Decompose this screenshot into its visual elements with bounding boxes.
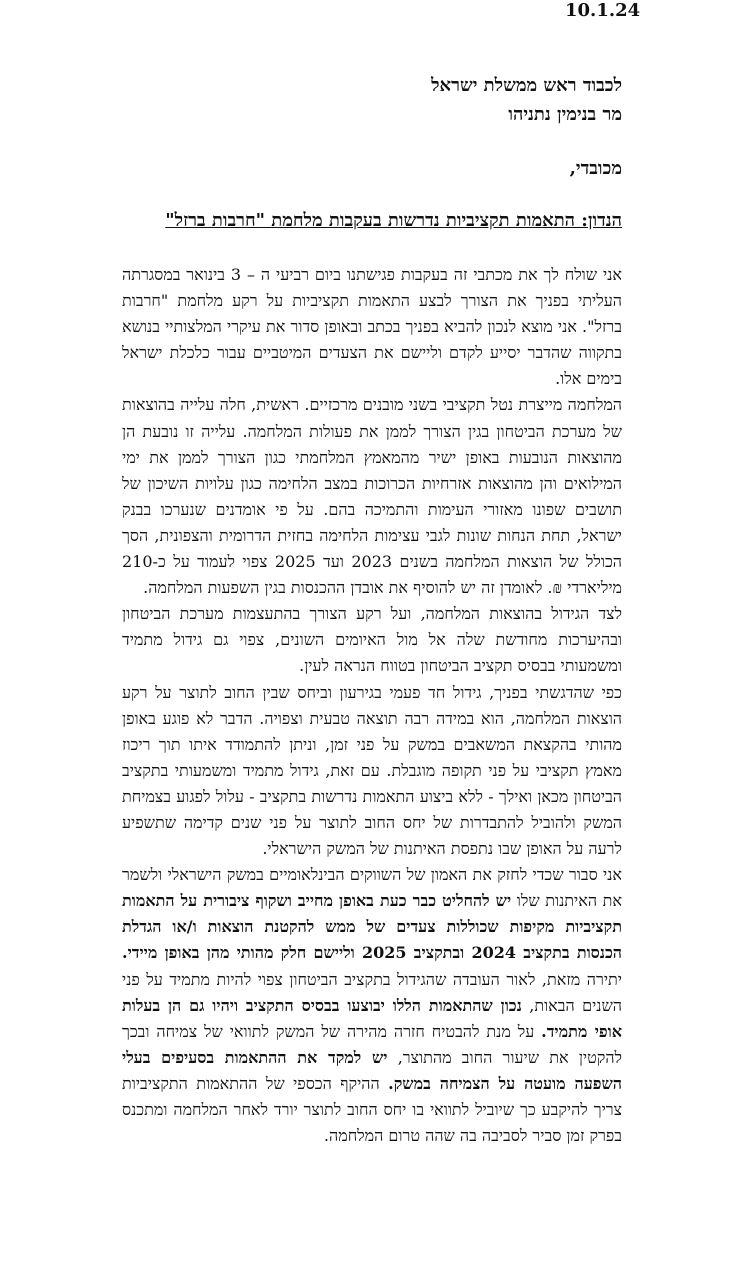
p5-bold-f: יש למקד את ההתאמות בסעיפים בעלי השפעה מועטה על הצמיחה במשק. — [122, 1047, 622, 1093]
letter-date: 10.1.24 — [565, 0, 641, 21]
recipient-name: מר בנימין נתניהו — [508, 104, 622, 125]
paragraph-5 — [122, 862, 622, 1149]
p5-bold-b: יש להחליט כבר כעת באופן מחייב ושקוף ציבורית על התאמות תקציביות מקיפות שכוללות צעדים של ממש להקטנת הוצאות ו/או הגדלת הכנסות בתקציב 2024 ובתקציב 2025 וליישם חלק מהותי מהן באופן מיידי. — [122, 891, 623, 963]
subject-line: הנדון: התאמות תקציביות נדרשות בעקבות מלחמת "חרבות ברזל" — [165, 210, 622, 231]
letter-body — [122, 262, 622, 1149]
paragraph-4: כפי שהדגשתי בפניך, גידול חד פעמי בגירעון וביחס שבין החוב לתוצר על רקע הוצאות המלחמה, הוא במידה רבה תוצאה טבעית וצפויה. הדבר לא פוגע באופן מהותי בהקצאת המשאבים במשק על פני זמן, וניתן להתמודד איתו תוך ריכוז מאמץ תקציבי על פני תקופה מוגבלת. עם זאת, גידול מתמיד ומשמעותי בתקציב הביטחון מכאן ואילך - ללא ביצוע התאמות נדרשות בתקציב - עלול לפגוע בצמיחת המשק ולהוביל להתבדרות של יחס החוב לתוצר על פני שנים קדימה שתשפיע לרעה על האופן שבו נתפסת האיתנות של המשק הישראלי. — [122, 682, 622, 859]
paragraph-2: המלחמה מייצרת נטל תקציבי בשני מובנים מרכזיים. ראשית, חלה עלייה בהוצאות של מערכת הביטחון בגין הצורך לממן את פעולות המלחמה. עלייה זו נובעת הן מהוצאות הנובעות באופן ישיר מהמאמץ המלחמתי כגון הצורך לממן את ימי המילואים והן מהוצאות אזרחיות הכרוכות במצב הלחימה כגון עלויות השיכון של תושבים שפונו מאזורי העימות והתמיכה בהם. על פי אומדנים שנערכו בבנק ישראל, תחת הנחות שונות לגבי עצימות הלחימה בחזית הדרומית והצפונית, הסך הכולל של הוצאות המלחמה בשנים 2023 ועד 2025 צפוי לעמוד על כ-210 מיליארדי ₪. לאומדן זה יש להוסיף את אובדן ההכנסות בגין השפעות המלחמה. — [122, 395, 623, 598]
p5-text-e: על מנת להבטיח חזרה מהירה של המשק לתוואי של צמיחה ובכך להקטין את שיעור החוב מהתוצר, — [122, 1021, 623, 1067]
p5-text-c: יתירה מזאת, לאור העובדה שהגידול בתקציב הביטחון צפוי להיות מתמיד על פני השנים הבאות, — [122, 969, 622, 1015]
p5-bold-d: נכון שהתאמות הללו יבוצעו בבסיס התקציב ויהיו גם הן בעלות אופי מתמיד. — [122, 995, 622, 1041]
greeting: מכובדי, — [569, 158, 622, 179]
recipient-title: לכבוד ראש ממשלת ישראל — [431, 75, 622, 96]
paragraph-3: לצד הגידול בהוצאות המלחמה, ועל רקע הצורך בהתעצמות מערכת הביטחון ובהיערכות מחודשת שלה אל מול האיומים השונים, צפוי גם גידול מתמיד ומשמעותי בבסיס תקציב הביטחון בטווח הנראה לעין. — [122, 604, 622, 676]
p5-text-a: אני סבור שכדי לחזק את האמון של השווקים הבינלאומיים במשק הישראלי ולשמר את האיתנות שלו — [122, 865, 623, 911]
p5-text-g: ההיקף הכספי של ההתאמות התקציביות צריך להיקבע כך שיוביל לתוואי בו יחס החוב לתוצר יורד לאחר המלחמה ומתכנס בפרק זמן סביר לסביבה בה שהה טרום המלחמה. — [122, 1073, 622, 1146]
paragraph-1: אני שולח לך את מכתבי זה בעקבות פגישתנו ביום רביעי ה – 3 בינואר במסגרתה העליתי בפניך את הצורך לבצע התאמות תקציביות על רקע מלחמת "חרבות ברזל". אני מוצא לנכון להביא בפניך בכתב ובאופן סדור את עיקרי המלצותיי בנושא בתקווה שהדבר יסייע לקדם וליישם את הצעדים המיטביים עבור כלכלת ישראל בימים אלו. — [122, 265, 623, 389]
